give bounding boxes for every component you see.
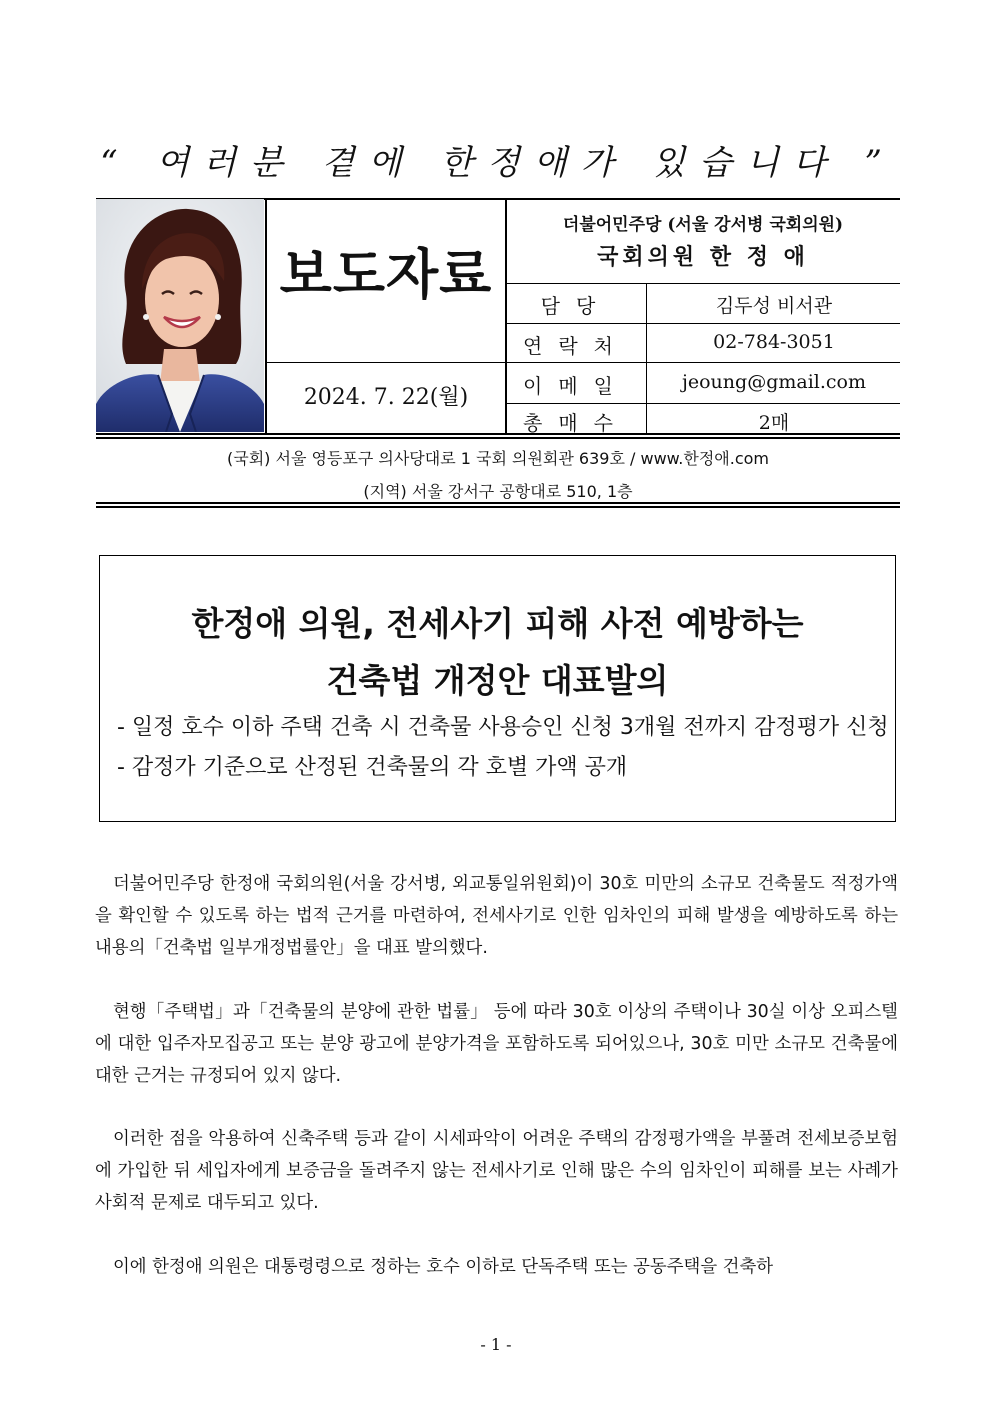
header-row-line: [506, 362, 900, 363]
page-count-label: 총매수: [523, 411, 629, 435]
release-date: 2024. 7. 22(월): [303, 385, 469, 410]
mp-title: 국회의원 한 정 애: [597, 244, 809, 270]
phone-value: 02-784-3051: [713, 331, 835, 353]
body-paragraph-3: 이러한 점을 악용하여 신축주택 등과 같이 시세파악이 어려운 주택의 감정평가액을 부풀려 전세보증보험에 가입한 뒤 세입자에게 보증금을 돌려주지 않는 전세사기로 인해 많은 수의 임차인이 피해를 보는 사례가 사회적 문제로 대두되고 있다.: [95, 1129, 898, 1213]
contact-value: 김두성 비서관: [715, 295, 833, 317]
phone-label: 연락처: [523, 334, 629, 358]
header-row-line: [506, 283, 900, 284]
address-bottom-border: [96, 502, 900, 504]
address-bottom-border-double: [96, 506, 900, 508]
page-count-value: 2매: [758, 412, 790, 434]
slogan: “ 여러분 곁에 한정애가 있습니다 ”: [100, 143, 896, 183]
headline-subpoint-1: - 일정 호수 이하 주택 건축 시 건축물 사용승인 신청 3개월 전까지 감정평가 신청: [117, 715, 889, 740]
email-label: 이메일: [523, 374, 629, 398]
header-col-line: [646, 283, 647, 434]
portrait-photo: [96, 199, 264, 432]
headline-line-1: 한정애 의원, 전세사기 피해 사전 예방하는: [191, 604, 804, 643]
body-paragraph-1: 더불어민주당 한정애 국회의원(서울 강서병, 외교통일위원회)이 30호 미만의 소규모 건축물도 적정가액을 확인할 수 있도록 하는 법적 근거를 마련하여, 전세사기로 인한 임차인의 피해 발생을 예방하도록 하는 내용의「건축법 일부개정법률안」을 대표 발의했다.: [95, 874, 898, 958]
header-bottom-border-double: [96, 437, 900, 439]
page-number: - 1 -: [480, 1335, 512, 1354]
header-divider-photo: [265, 198, 267, 434]
party-affiliation: 더불어민주당 (서울 강서병 국회의원): [562, 215, 844, 235]
address-local-office: (지역) 서울 강서구 공항대로 510, 1층: [363, 482, 633, 501]
headline-subpoint-2: - 감정가 기준으로 산정된 건축물의 각 호별 가액 공개: [117, 755, 628, 780]
press-release-title: 보도자료: [279, 243, 493, 306]
body-paragraph-4: 이에 한정애 의원은 대통령령으로 정하는 호수 이하로 단독주택 또는 공동주택을 건축하: [113, 1257, 774, 1277]
header-row-line: [506, 403, 900, 404]
address-national-assembly: (국회) 서울 영등포구 의사당대로 1 국회 의원회관 639호 / www.한정애.com: [227, 449, 769, 468]
email-value[interactable]: jeoung@gmail.com: [681, 371, 866, 393]
header-title-date-divider: [266, 362, 506, 363]
headline-line-2: 건축법 개정안 대표발의: [326, 661, 669, 700]
header-row-line: [506, 323, 900, 324]
contact-label: 담당: [540, 294, 612, 318]
body-paragraph-2: 현행「주택법」과「건축물의 분양에 관한 법률」 등에 따라 30호 이상의 주택이나 30실 이상 오피스텔에 대한 입주자모집공고 또는 분양 광고에 분양가격을 포함하도록 되어있으나, 30호 미만 소규모 건축물에 대한 근거는 규정되어 있지 않다.: [95, 1002, 898, 1086]
